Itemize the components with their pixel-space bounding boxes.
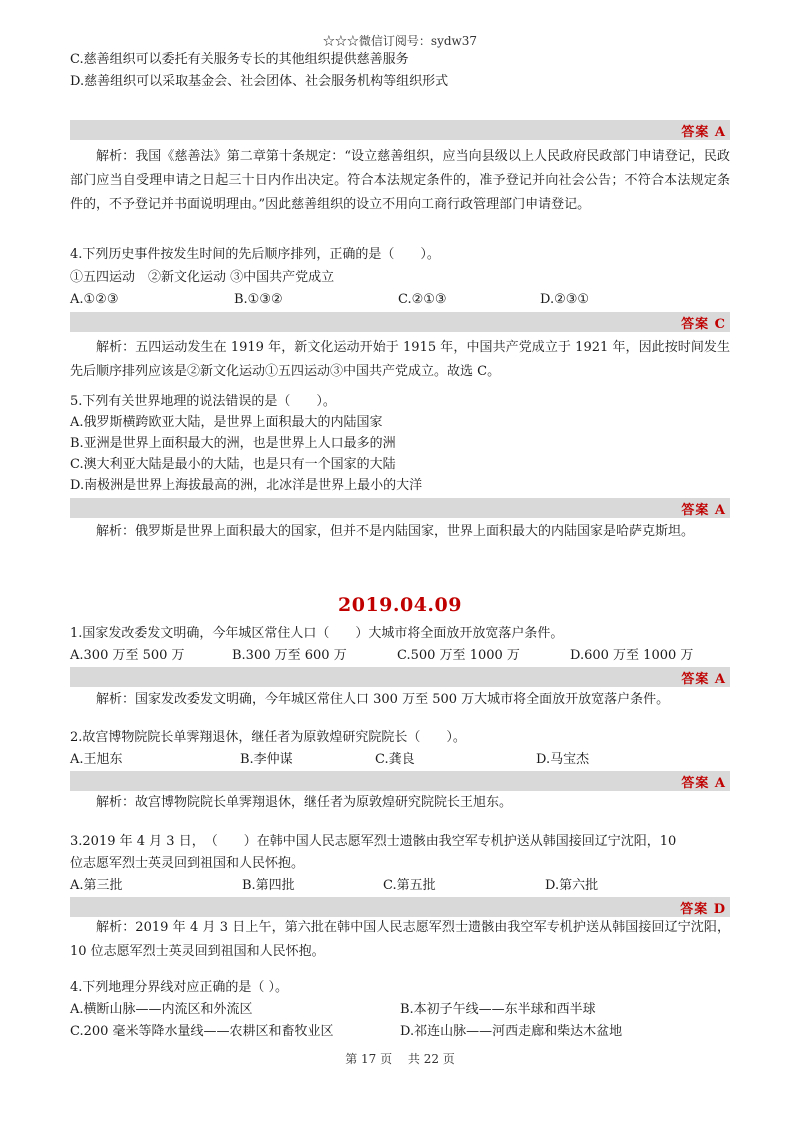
option-b: B.第四批 xyxy=(242,878,295,893)
answer-label: 答案 C xyxy=(681,317,726,332)
answer-bar xyxy=(70,897,730,917)
option-a: A.横断山脉——内流区和外流区 xyxy=(70,1002,253,1017)
explanation: 解析：国家发改委发文明确，今年城区常住人口 300 万至 500 万大城市将全面放开放宽落户条件。 xyxy=(96,692,670,707)
explanation: 解析：俄罗斯是世界上面积最大的国家，但并不是内陆国家，世界上面积最大的内陆国家是哈萨克斯坦。 xyxy=(96,524,695,539)
option-a: A.①②③ xyxy=(70,292,119,307)
option-a: A.第三批 xyxy=(70,878,123,893)
explanation: 解析：故宫博物院院长单霁翔退休，继任者为原敦煌研究院院长王旭东。 xyxy=(96,795,513,810)
answer-label: 答案 A xyxy=(681,125,726,140)
option-d: D.马宝杰 xyxy=(536,752,590,767)
option-a: A.王旭东 xyxy=(70,752,123,767)
explanation: 解析：我国《慈善法》第二章第十条规定：“设立慈善组织，应当向县级以上人民政府民政部门申请登记，民政部门应当自受理申请之日起三十日内作出决定。符合本法规定条件的，准予登记并向社会公告；不符合本法规定条件的，不予登记并书面说明理由。”因此慈善组织的设立不用向工商行政管理部门申请登记。 xyxy=(70,149,730,212)
option-d: D.②③① xyxy=(540,292,590,307)
option-c: C.澳大利亚大陆是最小的大陆，也是只有一个国家的大陆 xyxy=(70,457,396,472)
option-a: A.俄罗斯横跨欧亚大陆，是世界上面积最大的内陆国家 xyxy=(70,415,383,430)
option-c: C.500 万至 1000 万 xyxy=(397,648,520,663)
answer-bar xyxy=(70,771,730,791)
explanation: 解析：五四运动发生在 1919 年，新文化运动开始于 1915 年，中国共产党成立于 1921 年，因此按时间发生先后顺序排列应该是②新文化运动①五四运动③中国共产党成立。故选 C。 xyxy=(70,340,730,379)
option-d: D.600 万至 1000 万 xyxy=(570,648,694,663)
question-text: 5.下列有关世界地理的说法错误的是（ ）。 xyxy=(70,394,336,409)
option-c: C.②①③ xyxy=(398,292,447,307)
answer-bar xyxy=(70,498,730,518)
option-d: D.第六批 xyxy=(545,878,599,893)
option-b: B.亚洲是世界上面积最大的洲，也是世界上人口最多的洲 xyxy=(70,436,396,451)
question-text: 4.下列地理分界线对应正确的是（ ）。 xyxy=(70,980,289,995)
option-d: D.慈善组织可以采取基金会、社会团体、社会服务机构等组织形式 xyxy=(70,74,449,89)
section-date: 2019.04.09 xyxy=(338,594,462,616)
option-d: D.祁连山脉——河西走廊和柴达木盆地 xyxy=(400,1024,623,1039)
option-c: C.龚良 xyxy=(375,752,415,767)
question-text: 4.下列历史事件按发生时间的先后顺序排列，正确的是（ ）。 xyxy=(70,247,440,262)
option-b: B.300 万至 600 万 xyxy=(232,648,347,663)
option-a: A.300 万至 500 万 xyxy=(70,648,185,663)
page-header: ☆☆☆微信订阅号：sydw37 xyxy=(322,34,478,48)
answer-bar xyxy=(70,312,730,332)
explanation: 解析：2019 年 4 月 3 日上午，第六批在韩中国人民志愿军烈士遗骸由我空军专机护送从韩国接回辽宁沈阳，10 位志愿军烈士英灵回到祖国和人民怀抱。 xyxy=(70,920,730,959)
option-b: B.李仲谋 xyxy=(240,752,293,767)
answer-label: 答案 D xyxy=(680,902,726,917)
answer-label: 答案 A xyxy=(681,776,726,791)
question-items: ①五四运动 ②新文化运动 ③中国共产党成立 xyxy=(70,270,335,285)
question-text: 2.故宫博物院院长单霁翔退休，继任者为原敦煌研究院院长（ ）。 xyxy=(70,730,466,745)
option-c: C.第五批 xyxy=(383,878,436,893)
page-footer: 第 17 页 共 22 页 xyxy=(345,1052,455,1066)
question-text: 3.2019 年 4 月 3 日， （ ）在韩中国人民志愿军烈士遗骸由我空军专机护送从韩国接回辽宁沈阳，10 xyxy=(70,834,677,849)
option-c: C.慈善组织可以委托有关服务专长的其他组织提供慈善服务 xyxy=(70,52,409,67)
option-b: B.本初子午线——东半球和西半球 xyxy=(400,1002,596,1017)
answer-bar xyxy=(70,120,730,140)
answer-label: 答案 A xyxy=(681,503,726,518)
option-c: C.200 毫米等降水量线——农耕区和畜牧业区 xyxy=(70,1024,334,1039)
answer-label: 答案 A xyxy=(681,672,726,687)
question-text-cont: 位志愿军烈士英灵回到祖国和人民怀抱。 xyxy=(70,856,305,871)
option-b: B.①③② xyxy=(234,292,283,307)
question-text: 1.国家发改委发文明确，今年城区常住人口（ ）大城市将全面放开放宽落户条件。 xyxy=(70,626,564,641)
option-d: D.南极洲是世界上海拔最高的洲，北冰洋是世界上最小的大洋 xyxy=(70,478,423,493)
answer-bar xyxy=(70,667,730,687)
